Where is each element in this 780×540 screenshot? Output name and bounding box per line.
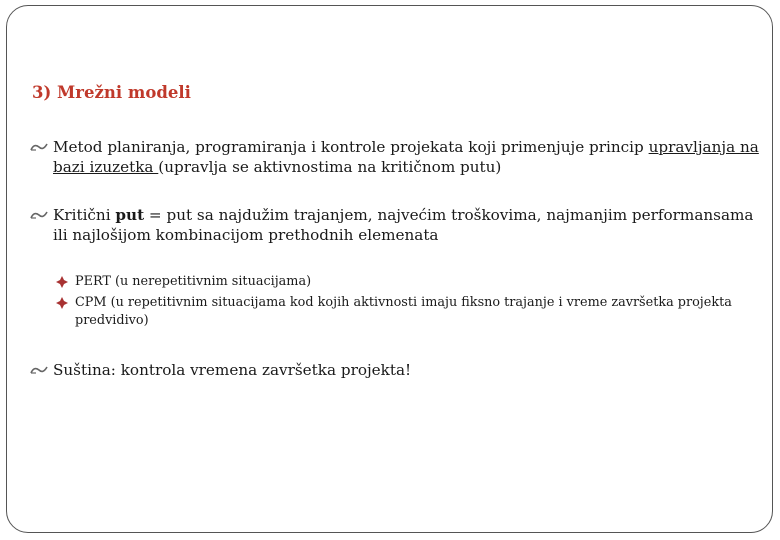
sub-bullet-cpm bbox=[56, 294, 771, 330]
diamond-bullet-icon bbox=[56, 276, 68, 288]
bullet-method-text bbox=[53, 137, 770, 177]
bullet-method-text-a: Metod planiranja, programiranja i kontrole projekata koji primenjuje princip bbox=[53, 138, 649, 156]
bullet-method-underlined: upravljanja na bazi izuzetka bbox=[53, 138, 759, 176]
bullet-critical-path bbox=[30, 205, 770, 245]
bullet-method bbox=[30, 137, 770, 177]
sub-bullet-pert-text: PERT (u nerepetitivnim situacijama) bbox=[75, 274, 312, 289]
bullet-critical-bold: put bbox=[115, 206, 145, 224]
scroll-bullet-icon bbox=[30, 365, 48, 375]
bullet-essence bbox=[30, 360, 770, 380]
bullet-critical-path-text bbox=[53, 205, 770, 245]
scroll-bullet-icon bbox=[30, 210, 48, 220]
scroll-bullet-icon bbox=[30, 142, 48, 152]
slide-title: 3) Mrežni modeli bbox=[32, 83, 191, 102]
sub-bullet-cpm-text: CPM (u repetitivnim situacijama kod kojih aktivnosti imaju fiksno trajanje i vreme završetka projekta predvidivo) bbox=[75, 295, 732, 328]
bullet-method-text-b: (upravlja se aktivnostima na kritičnom putu) bbox=[158, 158, 502, 176]
bullet-essence-text: Suština: kontrola vremena završetka projekta! bbox=[53, 361, 412, 379]
bullet-critical-text-b: = put sa najdužim trajanjem, najvećim troškovima, najmanjim performansama ili najlošijom kombinacijom prethodnih elemenata bbox=[53, 206, 754, 244]
bullet-critical-text-a: Kritični bbox=[53, 206, 116, 224]
sub-bullet-pert bbox=[56, 273, 771, 291]
diamond-bullet-icon bbox=[56, 297, 68, 309]
